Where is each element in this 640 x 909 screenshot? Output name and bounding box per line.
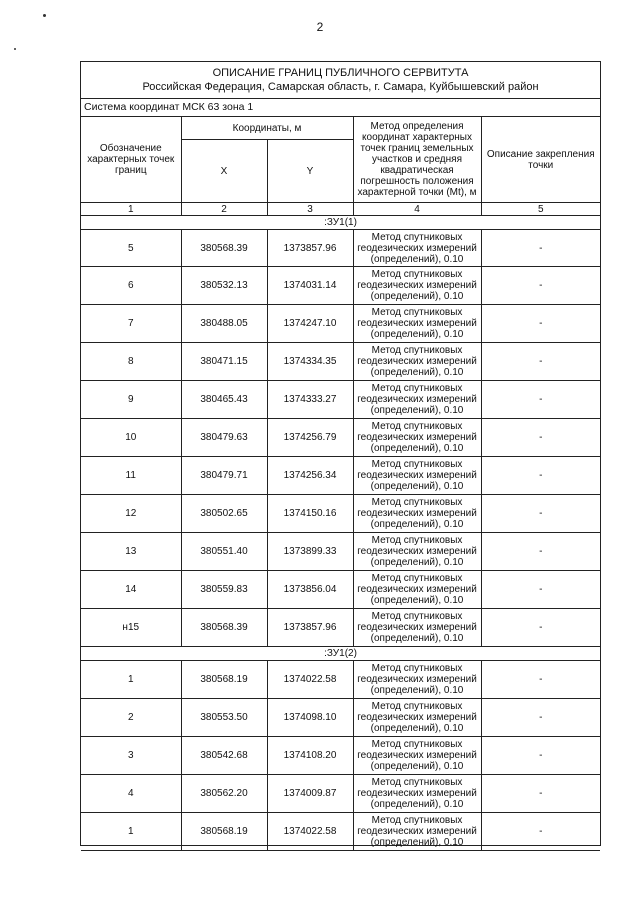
table-row — [81, 457, 600, 495]
y-coordinate-cell: 1374256.34 — [267, 457, 353, 495]
description-cell: - — [481, 267, 600, 305]
point-cell: 13 — [81, 533, 181, 571]
section-row — [81, 216, 600, 230]
table-row — [81, 381, 600, 419]
form-subtitle: Российская Федерация, Самарская область, г. Самара, Куйбышевский район — [142, 81, 539, 93]
description-cell: - — [481, 571, 600, 609]
description-cell: - — [481, 699, 600, 737]
description-cell: - — [481, 661, 600, 699]
col-point-designation: Обозначение характерных точек границ — [81, 117, 181, 203]
coordinate-system: Система координат МСК 63 зона 1 — [81, 99, 600, 117]
table-row — [81, 737, 600, 775]
x-coordinate-cell: 380553.50 — [181, 699, 267, 737]
y-coordinate-cell: 1374150.16 — [267, 495, 353, 533]
method-cell: Метод спутниковых геодезических измерений (определений), 0.10 — [353, 533, 481, 571]
method-cell: Метод спутниковых геодезических измерений (определений), 0.10 — [353, 571, 481, 609]
description-cell: - — [481, 343, 600, 381]
column-number: 1 — [81, 203, 181, 216]
method-cell: Метод спутниковых геодезических измерений (определений), 0.10 — [353, 230, 481, 267]
y-coordinate-cell: 1374009.87 — [267, 775, 353, 813]
description-cell: - — [481, 230, 600, 267]
x-coordinate-cell: 380568.39 — [181, 230, 267, 267]
scan-speck — [14, 48, 16, 50]
method-cell: Метод спутниковых геодезических измерений (определений), 0.10 — [353, 495, 481, 533]
method-cell: Метод спутниковых геодезических измерений (определений), 0.10 — [353, 661, 481, 699]
boundary-points-table — [81, 117, 600, 851]
point-cell: 1 — [81, 661, 181, 699]
y-coordinate-cell: 1374022.58 — [267, 661, 353, 699]
header-row — [81, 117, 600, 140]
col-description: Описание закрепления точки — [481, 117, 600, 203]
method-cell: Метод спутниковых геодезических измерений (определений), 0.10 — [353, 267, 481, 305]
point-cell: 7 — [81, 305, 181, 343]
col-method: Метод определения координат характерных точек границ земельных участков и средняя квадратическая погрешность положения характерной точки (Mt), м — [353, 117, 481, 203]
form-header — [81, 62, 600, 99]
method-cell: Метод спутниковых геодезических измерений (определений), 0.10 — [353, 381, 481, 419]
column-numbers-row — [81, 203, 600, 216]
y-coordinate-cell: 1373899.33 — [267, 533, 353, 571]
point-cell: 11 — [81, 457, 181, 495]
method-cell: Метод спутниковых геодезических измерений (определений), 0.10 — [353, 305, 481, 343]
description-cell: - — [481, 533, 600, 571]
point-cell: 10 — [81, 419, 181, 457]
table-row — [81, 699, 600, 737]
servitude-form — [80, 61, 601, 846]
table-row — [81, 305, 600, 343]
y-coordinate-cell: 1373857.96 — [267, 230, 353, 267]
x-coordinate-cell: 380471.15 — [181, 343, 267, 381]
table-row — [81, 775, 600, 813]
description-cell: - — [481, 495, 600, 533]
y-coordinate-cell: 1374022.58 — [267, 813, 353, 851]
x-coordinate-cell: 380562.20 — [181, 775, 267, 813]
x-coordinate-cell: 380502.65 — [181, 495, 267, 533]
point-cell: 2 — [81, 699, 181, 737]
column-number: 3 — [267, 203, 353, 216]
y-coordinate-cell: 1374108.20 — [267, 737, 353, 775]
point-cell: 9 — [81, 381, 181, 419]
form-title: ОПИСАНИЕ ГРАНИЦ ПУБЛИЧНОГО СЕРВИТУТА — [212, 67, 469, 79]
y-coordinate-cell: 1374333.27 — [267, 381, 353, 419]
method-cell: Метод спутниковых геодезических измерений (определений), 0.10 — [353, 775, 481, 813]
y-coordinate-cell: 1374098.10 — [267, 699, 353, 737]
table-row — [81, 533, 600, 571]
table-row — [81, 609, 600, 647]
x-coordinate-cell: 380532.13 — [181, 267, 267, 305]
method-cell: Метод спутниковых геодезических измерений (определений), 0.10 — [353, 343, 481, 381]
y-coordinate-cell: 1374031.14 — [267, 267, 353, 305]
x-coordinate-cell: 380479.63 — [181, 419, 267, 457]
table-row — [81, 571, 600, 609]
column-number: 2 — [181, 203, 267, 216]
point-cell: 4 — [81, 775, 181, 813]
point-cell: 12 — [81, 495, 181, 533]
table-row — [81, 230, 600, 267]
point-cell: н15 — [81, 609, 181, 647]
x-coordinate-cell: 380568.39 — [181, 609, 267, 647]
col-coordinates: Координаты, м — [181, 117, 353, 140]
description-cell: - — [481, 419, 600, 457]
x-coordinate-cell: 380479.71 — [181, 457, 267, 495]
description-cell: - — [481, 813, 600, 851]
method-cell: Метод спутниковых геодезических измерений (определений), 0.10 — [353, 457, 481, 495]
y-coordinate-cell: 1374247.10 — [267, 305, 353, 343]
x-coordinate-cell: 380559.83 — [181, 571, 267, 609]
table-row — [81, 419, 600, 457]
method-cell: Метод спутниковых геодезических измерений (определений), 0.10 — [353, 699, 481, 737]
x-coordinate-cell: 380465.43 — [181, 381, 267, 419]
point-cell: 1 — [81, 813, 181, 851]
column-number: 4 — [353, 203, 481, 216]
description-cell: - — [481, 609, 600, 647]
description-cell: - — [481, 381, 600, 419]
description-cell: - — [481, 457, 600, 495]
table-row — [81, 495, 600, 533]
column-number: 5 — [481, 203, 600, 216]
point-cell: 6 — [81, 267, 181, 305]
y-coordinate-cell: 1374334.35 — [267, 343, 353, 381]
col-y: Y — [267, 140, 353, 203]
section-label: :ЗУ1(1) — [81, 216, 600, 230]
x-coordinate-cell: 380568.19 — [181, 813, 267, 851]
point-cell: 5 — [81, 230, 181, 267]
method-cell: Метод спутниковых геодезических измерений (определений), 0.10 — [353, 737, 481, 775]
table-row — [81, 813, 600, 851]
page-number: 2 — [316, 20, 324, 34]
description-cell: - — [481, 775, 600, 813]
table-row — [81, 661, 600, 699]
table-row — [81, 267, 600, 305]
method-cell: Метод спутниковых геодезических измерений (определений), 0.10 — [353, 813, 481, 851]
point-cell: 8 — [81, 343, 181, 381]
section-row — [81, 647, 600, 661]
y-coordinate-cell: 1373857.96 — [267, 609, 353, 647]
point-cell: 14 — [81, 571, 181, 609]
method-cell: Метод спутниковых геодезических измерений (определений), 0.10 — [353, 419, 481, 457]
method-cell: Метод спутниковых геодезических измерений (определений), 0.10 — [353, 609, 481, 647]
x-coordinate-cell: 380551.40 — [181, 533, 267, 571]
x-coordinate-cell: 380542.68 — [181, 737, 267, 775]
description-cell: - — [481, 305, 600, 343]
point-cell: 3 — [81, 737, 181, 775]
y-coordinate-cell: 1374256.79 — [267, 419, 353, 457]
x-coordinate-cell: 380488.05 — [181, 305, 267, 343]
description-cell: - — [481, 737, 600, 775]
section-label: :ЗУ1(2) — [81, 647, 600, 661]
table-row — [81, 343, 600, 381]
x-coordinate-cell: 380568.19 — [181, 661, 267, 699]
col-x: X — [181, 140, 267, 203]
y-coordinate-cell: 1373856.04 — [267, 571, 353, 609]
scan-speck — [43, 14, 46, 17]
